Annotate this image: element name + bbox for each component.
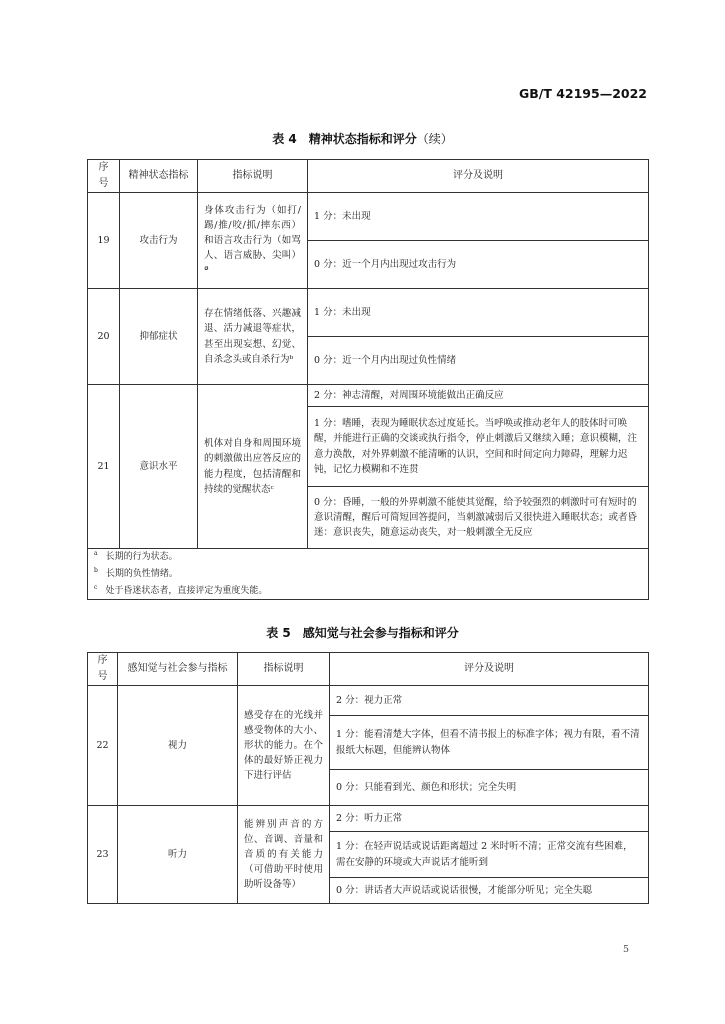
note-b — [94, 566, 642, 583]
row-score: 2 分：神志清醒，对周围环境能做出正确反应 — [308, 385, 649, 407]
note-text: 长期的负性情绪。 — [105, 568, 178, 579]
table4-notes — [88, 549, 649, 600]
header-no: 序号 — [88, 160, 120, 193]
table4-caption-title: 表 4 精神状态指标和评分 — [272, 132, 417, 146]
header-indicator: 感知觉与社会参与指标 — [118, 653, 238, 686]
row-desc: 能辨别声音的方位、音调、音量和音质的有关能力（可借助平时使用助听设备等） — [238, 806, 330, 904]
row-no: 19 — [88, 193, 120, 289]
table5-header-row — [88, 653, 649, 686]
page-number: 5 — [622, 944, 629, 955]
row-score: 0 分：昏睡，一般的外界刺激不能使其觉醒，给予较强烈的刺激时可有短时的意识清醒，醒后可简短回答提问，当刺激减弱后又很快进入睡眠状态；或者昏迷：意识丧失，随意运动丧失，对一般刺激全无反应 — [308, 487, 649, 549]
row-score: 0 分：近一个月内出现过负性情绪 — [308, 337, 649, 385]
table-row — [88, 806, 649, 832]
row-indicator: 视力 — [118, 686, 238, 806]
table4-notes-row — [88, 549, 649, 600]
table4 — [87, 159, 649, 600]
row-score: 2 分：视力正常 — [330, 686, 649, 716]
row-no: 20 — [88, 289, 120, 385]
table4-header-row — [88, 160, 649, 193]
row-no: 22 — [88, 686, 118, 806]
note-mark: b — [94, 566, 98, 574]
row-indicator: 抑郁症状 — [120, 289, 198, 385]
table5-caption — [0, 624, 725, 641]
table-row — [88, 385, 649, 407]
row-score: 2 分：听力正常 — [330, 806, 649, 832]
table4-caption — [0, 130, 725, 147]
header-desc: 指标说明 — [198, 160, 308, 193]
table5 — [87, 652, 649, 904]
row-no: 23 — [88, 806, 118, 904]
row-score: 1 分：嗜睡，表现为睡眠状态过度延长。当呼唤或推动老年人的肢体时可唤醒，并能进行正确的交谈或执行指令，停止刺激后又继续入睡；意识模糊，注意力涣散，对外界刺激不能清晰的认识，空间和时间定向力障碍，理解力迟钝，记忆力模糊和不连贯 — [308, 407, 649, 487]
row-score: 1 分：未出现 — [308, 193, 649, 241]
table-row — [88, 686, 649, 716]
header-score: 评分及说明 — [330, 653, 649, 686]
row-desc: 机体对自身和周围环境的刺激做出应答反应的能力程度，包括清醒和持续的觉醒状态ᶜ — [198, 385, 308, 549]
row-no: 21 — [88, 385, 120, 549]
row-score: 0 分：只能看到光、颜色和形状；完全失明 — [330, 770, 649, 806]
note-text: 处于昏迷状态者，直接评定为重度失能。 — [105, 585, 268, 596]
table5-caption-title: 表 5 感知觉与社会参与指标和评分 — [266, 626, 459, 640]
row-desc: 感受存在的光线并感受物体的大小、形状的能力。在个体的最好矫正视力下进行评估 — [238, 686, 330, 806]
row-score: 0 分：近一个月内出现过攻击行为 — [308, 241, 649, 289]
header-indicator: 精神状态指标 — [120, 160, 198, 193]
note-c — [94, 583, 642, 600]
row-indicator: 听力 — [118, 806, 238, 904]
note-mark: c — [94, 583, 98, 591]
header-desc: 指标说明 — [238, 653, 330, 686]
row-score: 1 分：未出现 — [308, 289, 649, 337]
table4-caption-continued: （续） — [416, 132, 453, 146]
row-indicator: 攻击行为 — [120, 193, 198, 289]
row-score: 1 分：在轻声说话或说话距离超过 2 米时听不清；正常交流有些困难，需在安静的环境或大声说话才能听到 — [330, 832, 649, 878]
table-row — [88, 289, 649, 337]
row-desc: 存在情绪低落、兴趣减退、活力减退等症状，甚至出现妄想、幻觉、自杀念头或自杀行为ᵇ — [198, 289, 308, 385]
header-no: 序号 — [88, 653, 118, 686]
standard-code: GB/T 42195—2022 — [518, 86, 647, 101]
row-score: 1 分：能看清楚大字体，但看不清书报上的标准字体；视力有限，看不清报纸大标题，但能辨认物体 — [330, 716, 649, 770]
note-mark: a — [94, 550, 98, 557]
note-text: 长期的行为状态。 — [105, 552, 178, 562]
header-score: 评分及说明 — [308, 160, 649, 193]
row-indicator: 意识水平 — [120, 385, 198, 549]
note-a — [94, 549, 642, 566]
row-desc: 身体攻击行为（如打/踢/推/咬/抓/摔东西）和语言攻击行为（如骂人、语言威胁、尖叫）ª — [198, 193, 308, 289]
row-score: 0 分：讲话者大声说话或说话很慢，才能部分听见；完全失聪 — [330, 878, 649, 904]
table-row — [88, 193, 649, 241]
